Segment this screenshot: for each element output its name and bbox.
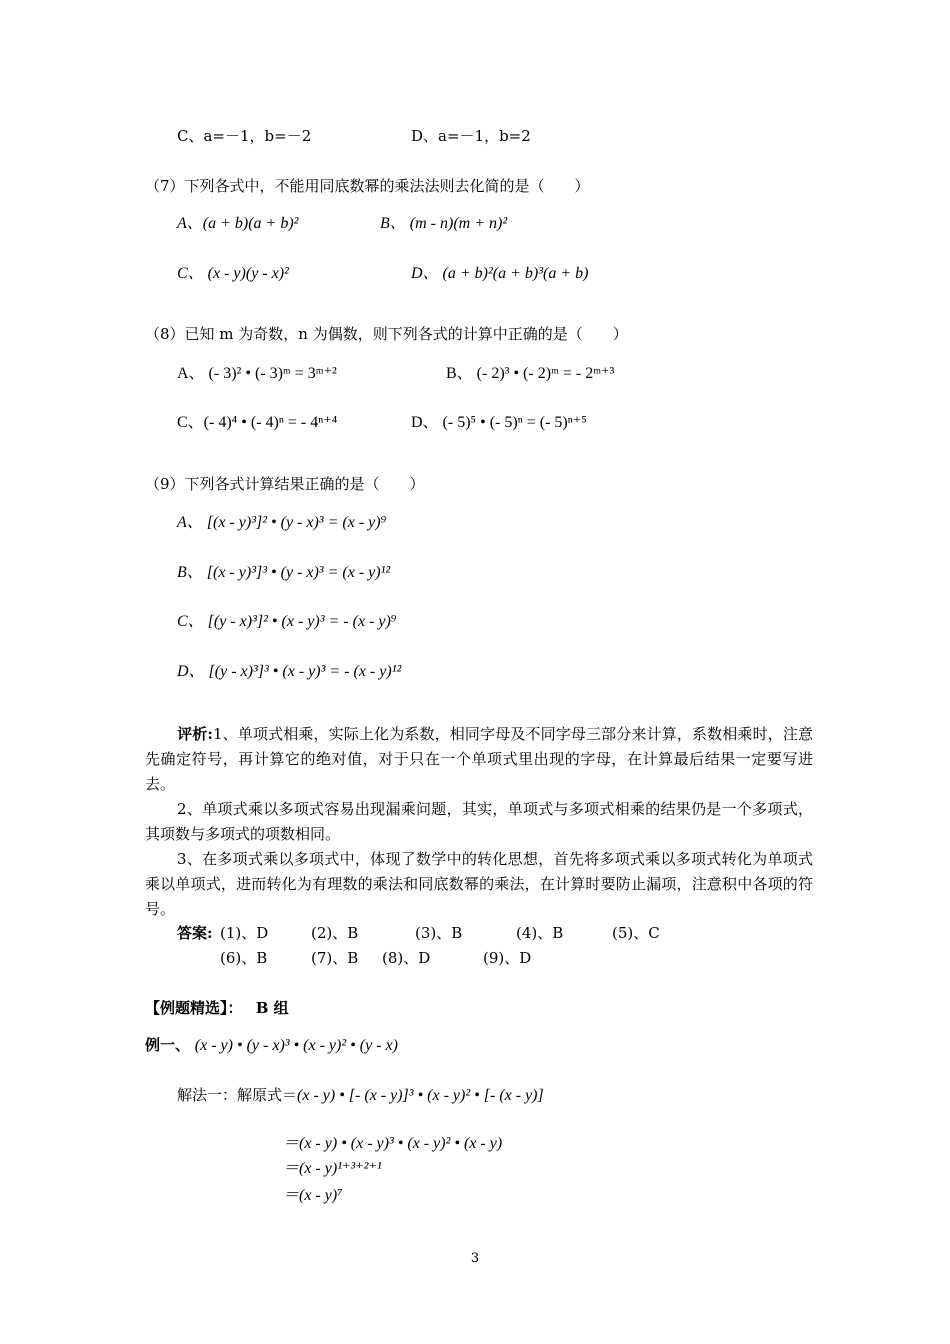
answer-2: (2)、B: [311, 924, 359, 942]
q7-option-d: D、 (a + b)²(a + b)³(a + b): [411, 265, 589, 282]
solution-step-2: ＝(x - y) • (x - y)³ • (x - y)² • (x - y): [283, 1135, 503, 1152]
answer-8: (8)、D: [382, 949, 431, 967]
q8-option-a: A、 (- 3)² • (- 3)ᵐ = 3ᵐ⁺²: [177, 365, 337, 382]
section-heading: [145, 1001, 289, 1016]
q6-option-c: C、a=－1，b=－2: [177, 127, 312, 145]
analysis-paragraph-1: [145, 722, 813, 797]
q7-option-c: C、 (x - y)(y - x)²: [177, 265, 289, 282]
q8-option-c: C、(- 4)⁴ • (- 4)ⁿ = - 4ⁿ⁺⁴: [177, 414, 338, 431]
q8-stem: （8）已知 m 为奇数，n 为偶数，则下列各式的计算中正确的是（ ）: [145, 325, 628, 343]
q8-option-d: D、 (- 5)⁵ • (- 5)ⁿ = (- 5)ⁿ⁺⁵: [411, 414, 587, 431]
q9-stem: （9）下列各式计算结果正确的是（ ）: [145, 475, 425, 493]
q7-option-b: B、 (m - n)(m + n)²: [380, 215, 508, 232]
section-group: B 组: [255, 999, 289, 1017]
example-expression: (x - y) • (y - x)³ • (x - y)² • (y - x): [194, 1037, 398, 1054]
solution-step-3: ＝(x - y)¹⁺³⁺²⁺¹: [283, 1160, 382, 1177]
answer-6: (6)、B: [220, 949, 268, 967]
answer-3: (3)、B: [415, 924, 463, 942]
section-label: 【例题精选】：: [145, 999, 243, 1017]
answer-4: (4)、B: [516, 924, 564, 942]
analysis-text-3: 3、在多项式乘以多项式中，体现了数学中的转化思想，首先将多项式乘以多项式转化为单项式乘以单项式，进而转化为有理数的乘法和同底数幂的乘法，在计算时要防止漏项，注意积中各项的符号。: [145, 850, 813, 918]
q6-option-d: D、a=－1，b=2: [411, 127, 531, 145]
analysis-paragraph-2: [145, 797, 813, 847]
answer-5: (5)、C: [612, 924, 660, 942]
answer-7: (7)、B: [311, 949, 359, 967]
answer-9: (9)、D: [483, 949, 532, 967]
q9-option-d: D、 [(y - x)³]³ • (x - y)³ = - (x - y)¹²: [177, 663, 402, 680]
solution-step-4: ＝(x - y)⁷: [283, 1187, 343, 1204]
example-title: 例一、: [145, 1036, 191, 1054]
q9-option-a: A、 [(x - y)³]² • (y - x)³ = (x - y)⁹: [177, 514, 387, 531]
analysis-text-1: 1、单项式相乘，实际上化为系数，相同字母及不同字母三部分来计算，系数相乘时，注意先确定符号，再计算它的绝对值，对于只在一个单项式里出现的字母，在计算最后结果一定要写进去。: [145, 725, 813, 793]
answers-label: 答案:: [177, 924, 213, 942]
solution-method: 解法一：解原式＝: [177, 1086, 298, 1104]
q9-option-b: B、 [(x - y)³]³ • (y - x)³ = (x - y)¹²: [177, 564, 391, 581]
q7-stem: （7）下列各式中，不能用同底数幂的乘法法则去化简的是（ ）: [145, 177, 590, 195]
q9-option-c: C、 [(y - x)³]² • (x - y)³ = - (x - y)⁹: [177, 613, 397, 630]
analysis-paragraph-3: [145, 847, 813, 922]
analysis-text-2: 2、单项式乘以多项式容易出现漏乘问题，其实，单项式与多项式相乘的结果仍是一个多项式，其项数与多项式的项数相同。: [145, 800, 813, 843]
page-number: 3: [470, 1251, 480, 1266]
solution-line-1: [177, 1088, 544, 1104]
q8-option-b: B、 (- 2)³ • (- 2)ᵐ = - 2ᵐ⁺³: [446, 365, 615, 382]
solution-step-1: (x - y) • [- (x - y)]³ • (x - y)² • [- (x - y)]: [297, 1087, 544, 1104]
q7-option-a: A、(a + b)(a + b)²: [177, 215, 299, 232]
example-heading: [145, 1038, 398, 1054]
analysis-label: 评析:: [177, 725, 213, 743]
answer-1: (1)、D: [220, 924, 269, 942]
